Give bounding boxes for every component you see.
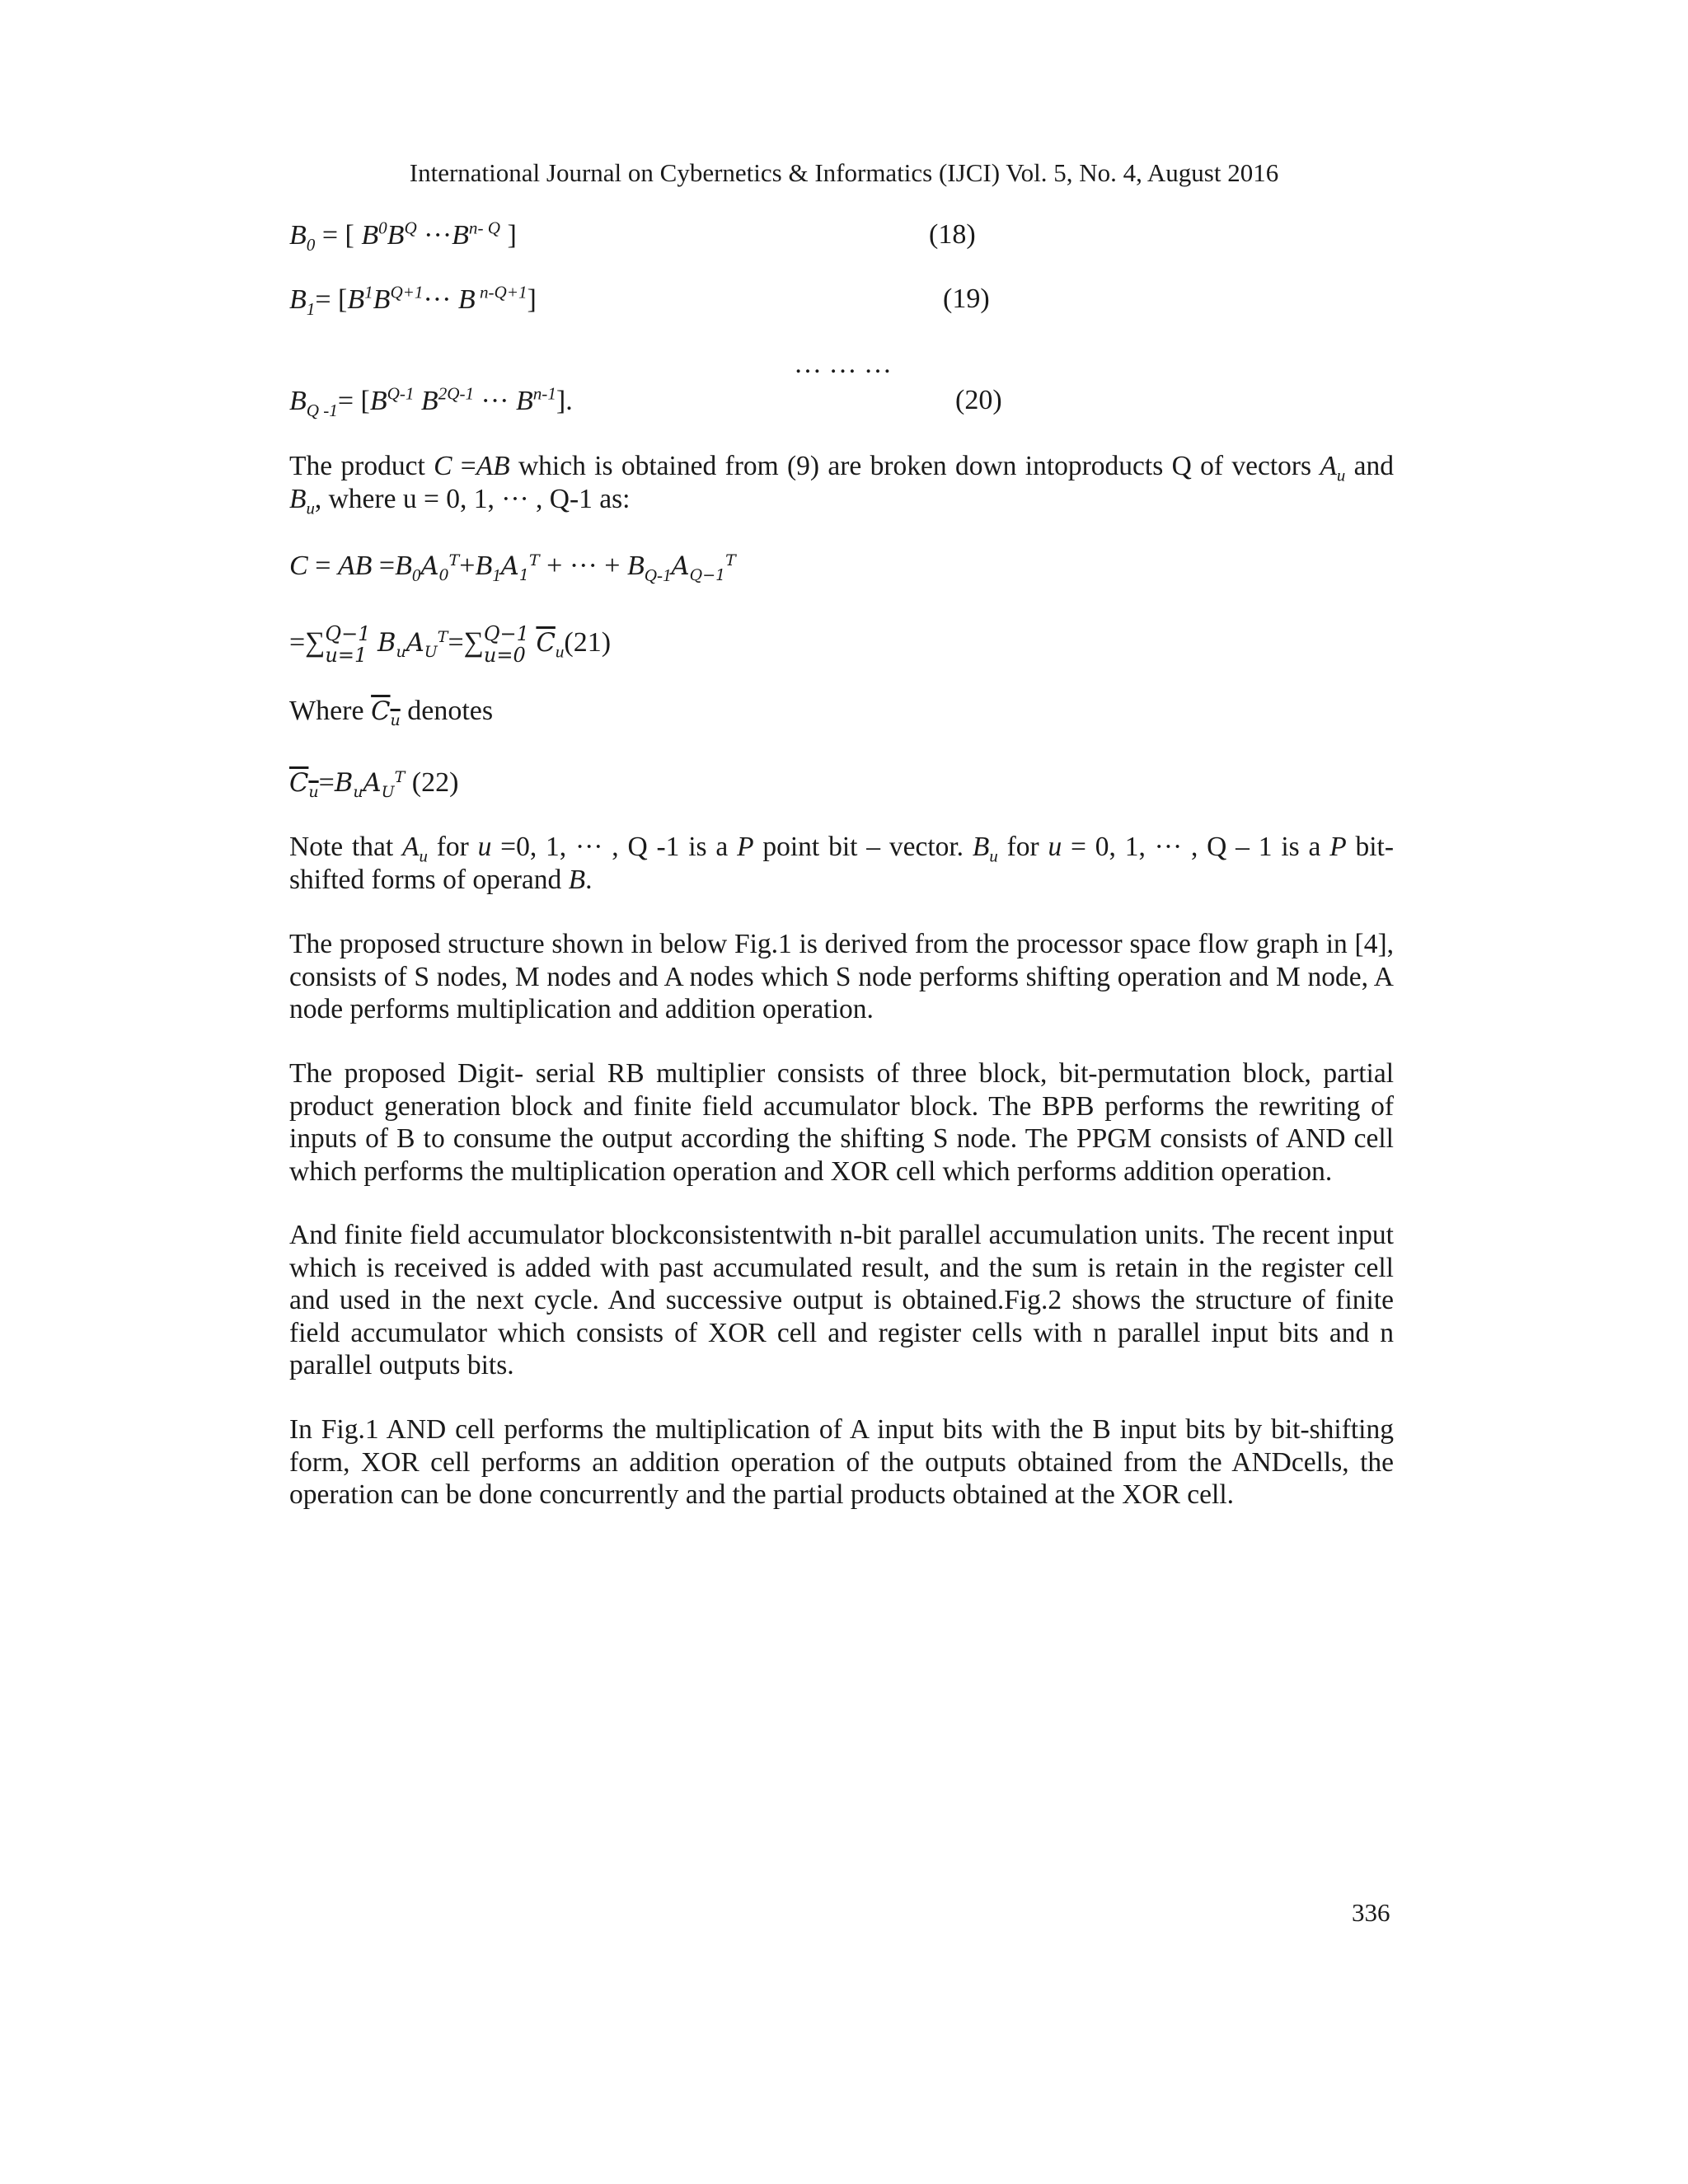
equation-number: (20) [955,385,1002,415]
where-clause: Where $C_u$ denotes [289,696,494,730]
paragraph-product: The product C =AB which is obtained from (9) are broken down intoproducts Q of vectors $A_u$ and $B_u$, where u = 0, 1, ··· , Q-1 as: [289,451,1395,518]
paragraph-accumulator: And finite field accumulator blockconsistentwith n-bit parallel accumulation units. The recent input which is received is added with past accumulated result, and the sum is retain in the register cell and used in the next cycle. And successive output is obtained.Fig.2 shows the structure of finite field accumulator which consists of XOR cell and register cells with n parallel input bits and n parallel outputs bits. [289,1220,1394,1380]
paragraph-structure: The proposed structure shown in below Fig.1 is derived from the processor space flow graph in [4], consists of S nodes, M nodes and A nodes which S node performs shifting operation and M node, A node performs multiplication and addition operation. [289,929,1394,1024]
ellipsis-dots: … … … [794,349,892,379]
equation-22: $C_u=B_uA_U^T$ (22) [289,767,459,802]
equation-20: $B_{Q -1}= [B^{Q-1}$ $B^{2Q-1}$ ··· $B^{n-1}$]. [289,383,573,420]
paragraph-note: Note that $A_u$ for u =0, 1, ··· , Q -1 is a P point bit – vector. $B_u$ for u = 0, 1, ··· , Q – 1 is a P bit-shifted forms of operand B. [289,832,1395,895]
running-header: International Journal on Cybernetics & Informatics (IJCI) Vol. 5, No. 4, August 2016 [409,158,1279,187]
paragraph-and-cell: In Fig.1 AND cell performs the multiplication of A input bits with the B input bits by bit-shifting form, XOR cell performs an addition operation of the outputs obtained from the ANDcells, the operation can be done concurrently and the partial products obtained at the XOR cell. [289,1414,1394,1510]
equation-number: (18) [929,219,976,250]
equation-19: $B_1= [B^1B^{Q+1}\cdot\cdot\cdot B$ $^{n-Q+1}$] [289,282,537,319]
equation-c-expansion: C = AB $=B_0A_0^T+B_1A_1^T$ + ··· + $B_{Q-1}A_{Q-1}^T$ [289,551,736,585]
equation-18: $B_0$ = [ $B^0B^Q \cdot\cdot\cdot B^{n- Q}$ ] [289,218,517,255]
page-number: 336 [1352,1898,1390,1927]
paragraph-multiplier: The proposed Digit- serial RB multiplier consists of three block, bit-permutation block, partial product generation block and finite field accumulator block. The BPB performs the rewriting of inputs of B to consume the output according the shifting S node. The PPGM consists of AND cell which performs the multiplication operation and XOR cell which performs addition operation. [289,1058,1394,1187]
equation-number: (19) [943,284,990,314]
equation-number: (22) [411,767,459,798]
equation-number: (21) [564,626,612,658]
equation-21: =∑ Q−1 u=1 $B_uA_U^T=\sum$ Q−1 u=0 $\overline{C}_u(21)$ [289,622,612,667]
